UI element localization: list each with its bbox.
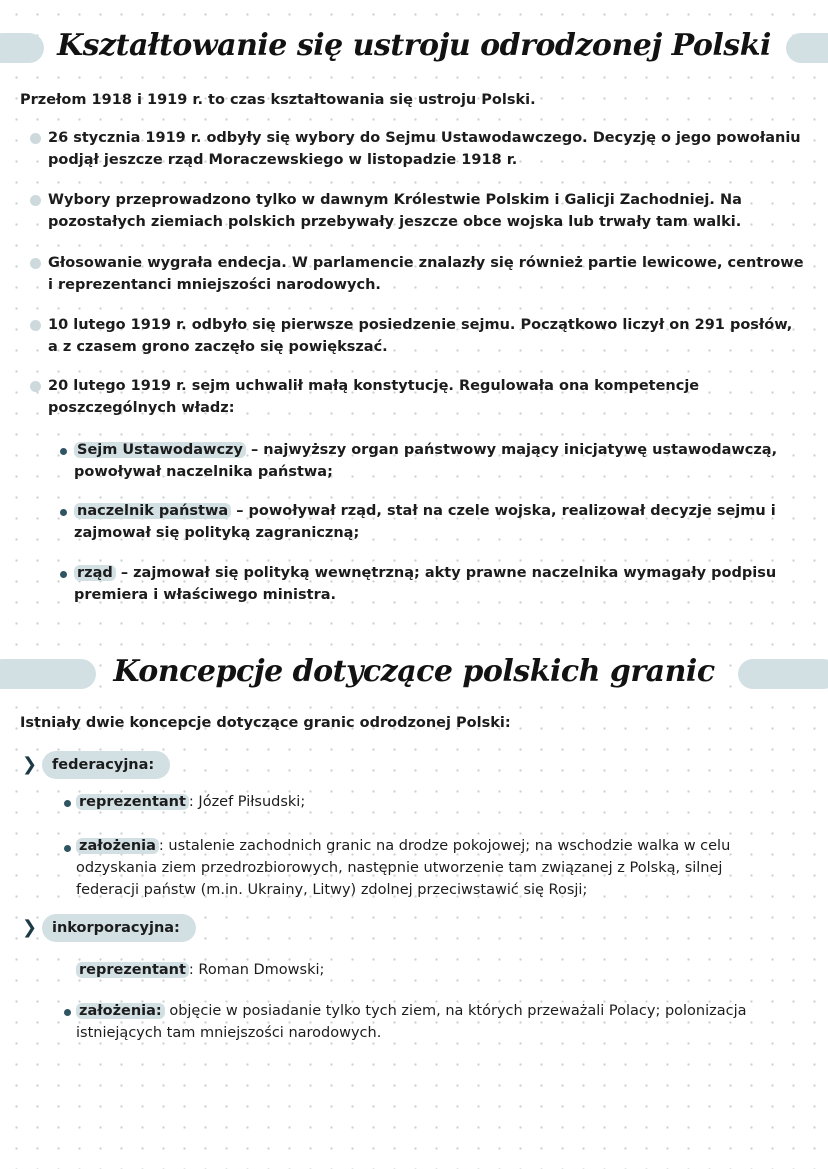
term-rzad: rząd (74, 565, 116, 581)
label-reprezentant: reprezentant (76, 962, 189, 978)
point-wybory-data: 26 stycznia 1919 r. odbyły się wybory do Sejmu Ustawodawczego. Decyzję o jego powołaniu podjął jeszcze rząd Moraczewskiego w listopadzie 1918 r. (48, 130, 801, 168)
sub-bullet-dot (60, 509, 67, 516)
intro-granice: Istniały dwie koncepcje dotyczące granic odrodzonej Polski: (20, 715, 511, 731)
sub-bullet-dot (64, 800, 71, 807)
label-reprezentant: reprezentant (76, 794, 189, 810)
concept-federacyjna-zalozenia (76, 835, 788, 901)
section-title-granice: Koncepcje dotyczące polskich granic (0, 652, 828, 692)
value-reprezentant: : Roman Dmowski; (188, 962, 325, 978)
desc-sejm: – najwyższy organ państwowy mający inicjatywę ustawodawczą, powoływał naczelnika państwa; (74, 442, 778, 480)
chevron-right-icon: ❯ (22, 754, 38, 775)
value-reprezentant: : Józef Piłsudski; (188, 794, 306, 810)
sub-bullet-dot (64, 1009, 71, 1016)
concept-label-inkorporacyjna: inkorporacyjna: (42, 914, 196, 942)
term-sejm: Sejm Ustawodawczy (74, 442, 246, 458)
subpoint-rzad (74, 562, 788, 606)
point-wybory-zakres: Wybory przeprowadzono tylko w dawnym Królestwie Polskim i Galicji Zachodniej. Na pozostałych ziemiach polskich przebywały jeszcze obce wojska lub trwały tam walki. (48, 192, 742, 230)
term-naczelnik: naczelnik państwa (74, 503, 231, 519)
bullet-dot (30, 381, 41, 392)
desc-naczelnik: – powoływał rząd, stał na czele wojska, realizował decyzje sejmu i zajmował się polityką zagraniczną; (74, 503, 776, 541)
bullet-dot (30, 258, 41, 269)
point-glosowanie: Głosowanie wygrała endecja. W parlamencie znalazły się również partie lewicowe, centrowe i reprezentanci mniejszości narodowych. (48, 255, 804, 293)
point-posiedzenie: 10 lutego 1919 r. odbyło się pierwsze posiedzenie sejmu. Początkowo liczył on 291 posłów, a z czasem grono zaczęło się powiększać. (48, 317, 793, 355)
section-title-ustroj: Kształtowanie się ustroju odrodzonej Polski (0, 26, 828, 66)
sub-bullet-dot (60, 571, 67, 578)
value-zalozenia: : ustalenie zachodnich granic na drodze pokojowej; na wschodzie walka w celu odzyskania ziem przedrozbiorowych, następnie utworzenie tam związanej z Polską, silnej federacji państw (m.in. Ukrainy, Litwy) zdolnej przeciwstawić się Rosji; (76, 838, 731, 898)
intro-ustroj: Przełom 1918 i 1919 r. to czas kształtowania się ustroju Polski. (20, 92, 536, 108)
sub-bullet-dot (60, 448, 67, 455)
concept-federacyjna-reprezentant (76, 791, 788, 813)
point-mala-konstytucja: 20 lutego 1919 r. sejm uchwalił małą konstytucję. Regulowała ona kompetencje poszczególnych władz: (48, 378, 700, 416)
chevron-right-icon: ❯ (22, 917, 38, 938)
label-zalozenia: założenia (76, 838, 159, 854)
concept-inkorporacyjna-reprezentant (76, 959, 788, 981)
label-zalozenia: założenia: (76, 1003, 165, 1019)
sub-bullet-dot (64, 845, 71, 852)
desc-rzad: – zajmował się polityką wewnętrzną; akty prawne naczelnika wymagały podpisu premiera i właściwego ministra. (74, 565, 777, 603)
concept-label-federacyjna: federacyjna: (42, 751, 170, 779)
bullet-dot (30, 195, 41, 206)
subpoint-naczelnik (74, 500, 788, 544)
subpoint-sejm (74, 439, 788, 483)
bullet-dot (30, 320, 41, 331)
concept-inkorporacyjna-zalozenia (76, 1000, 788, 1044)
value-zalozenia: objęcie w posiadanie tylko tych ziem, na których przeważali Polacy; polonizacja istniejących tam mniejszości narodowych. (76, 1003, 747, 1041)
bullet-dot (30, 133, 41, 144)
